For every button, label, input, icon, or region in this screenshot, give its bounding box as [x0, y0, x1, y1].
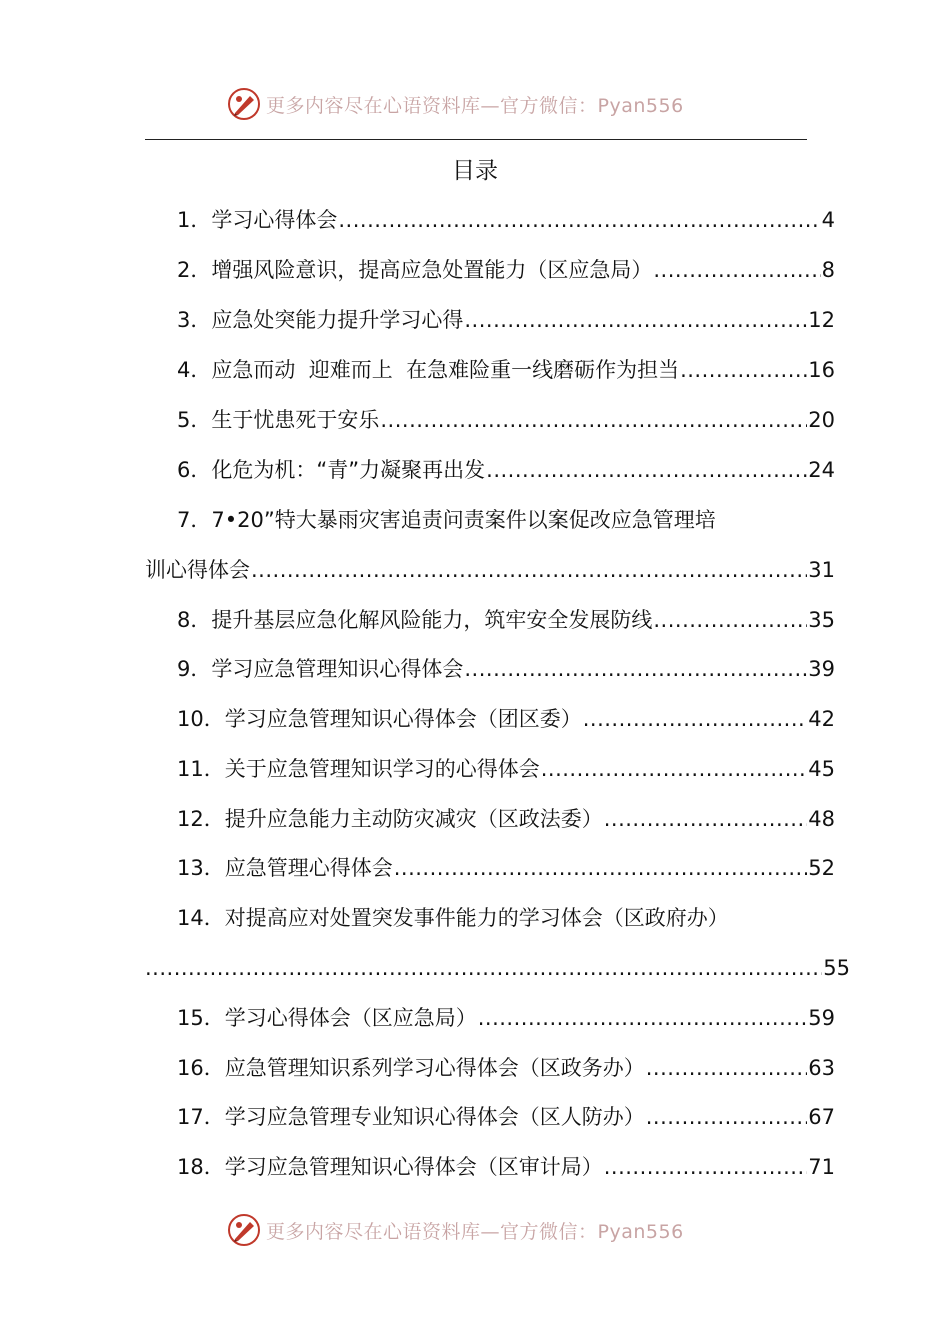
toc-entry-number: 4．	[177, 358, 212, 382]
toc-entry-number: 7．	[177, 508, 212, 532]
dot-leader	[646, 1100, 808, 1134]
toc-entry-page: 31	[808, 558, 835, 582]
toc-entry-number: 6．	[177, 458, 212, 482]
toc-entry-number: 12．	[177, 807, 225, 831]
toc-entry-number: 14．	[177, 906, 225, 930]
toc-entry[interactable]	[145, 203, 835, 253]
toc-entry[interactable]	[145, 652, 835, 702]
toc-entry[interactable]	[145, 403, 835, 453]
toc-entry[interactable]	[145, 851, 835, 901]
footer-watermark	[0, 1210, 950, 1250]
dot-leader	[541, 752, 808, 786]
toc-entry-page: 20	[808, 408, 835, 432]
watermark-label: 更多内容尽在心语资料库—官方微信：	[266, 95, 598, 117]
watermark-label: 更多内容尽在心语资料库—官方微信：	[266, 1221, 598, 1243]
toc-entry[interactable]	[145, 1150, 835, 1200]
toc-entry-title: 应急而动 迎难而上 在急难险重一线磨砺作为担当	[211, 358, 680, 382]
toc-entry-page: 52	[808, 856, 835, 880]
toc-entry[interactable]	[145, 453, 835, 503]
toc-entry-number: 15．	[177, 1006, 225, 1030]
toc-entry-title: 对提高应对处置突发事件能力的学习体会（区政府办）	[224, 906, 729, 930]
dot-leader	[380, 403, 807, 437]
toc-entry-title: 提升应急能力主动防灾减灾（区政法委）	[224, 807, 603, 831]
toc-entry-page: 35	[808, 608, 835, 632]
toc-entry-title: 学习心得体会（区应急局）	[224, 1006, 477, 1030]
watermark-text	[266, 1217, 684, 1244]
toc-entry-number: 8．	[177, 608, 212, 632]
toc-entry-page: 48	[808, 807, 835, 831]
toc-entry-number: 11．	[177, 757, 225, 781]
toc-entry[interactable]	[145, 1051, 835, 1101]
toc-entry-number: 17．	[177, 1105, 225, 1129]
toc-entry[interactable]	[145, 1001, 835, 1051]
dot-leader	[394, 851, 808, 885]
dot-leader	[653, 253, 820, 287]
toc-entry[interactable]	[145, 503, 835, 603]
toc-entry[interactable]	[145, 253, 835, 303]
toc-entry-title: 学习应急管理专业知识心得体会（区人防办）	[224, 1105, 645, 1129]
toc-entry-title: 应急管理知识系列学习心得体会（区政务办）	[224, 1056, 645, 1080]
dot-leader	[145, 951, 822, 985]
toc-entry-number: 5．	[177, 408, 212, 432]
toc-entry[interactable]	[145, 802, 835, 852]
watermark-id: Pyan556	[597, 95, 684, 117]
dot-leader	[251, 553, 807, 587]
toc-entry-title: 7•20”特大暴雨灾害追责问责案件以案促改应急管理培	[211, 508, 716, 532]
dot-leader	[486, 453, 807, 487]
toc-entry[interactable]	[145, 603, 835, 653]
toc-entry-title-continued: 训心得体会	[145, 558, 250, 582]
toc-entry-number: 13．	[177, 856, 225, 880]
toc-entry-page: 71	[808, 1155, 835, 1179]
toc-entry-title: 应急管理心得体会	[224, 856, 393, 880]
toc-entry-title: 应急处突能力提升学习心得	[211, 308, 464, 332]
toc-entry-page: 45	[808, 757, 835, 781]
toc-entry-title: 学习心得体会	[211, 208, 338, 232]
dot-leader	[653, 603, 807, 637]
toc-entry[interactable]	[145, 353, 835, 403]
dot-leader	[583, 702, 808, 736]
toc-entry-title: 化危为机：“青”力凝聚再出发	[211, 458, 486, 482]
toc-entry-number: 1．	[177, 208, 212, 232]
header-rule	[145, 139, 807, 140]
header-watermark	[0, 84, 950, 124]
dot-leader	[604, 802, 808, 836]
pen-nib-logo-icon	[226, 1212, 262, 1248]
toc-entry-page: 63	[808, 1056, 835, 1080]
toc-entry-number: 3．	[177, 308, 212, 332]
toc-entry-page: 67	[808, 1105, 835, 1129]
toc-entry-page: 24	[808, 458, 835, 482]
toc-entry-number: 16．	[177, 1056, 225, 1080]
toc-entry-number: 9．	[177, 657, 212, 681]
toc-entry[interactable]	[145, 303, 835, 353]
dot-leader	[464, 652, 807, 686]
dot-leader	[464, 303, 807, 337]
toc-entry-number: 18．	[177, 1155, 225, 1179]
toc-entry-title: 学习应急管理知识心得体会（区审计局）	[224, 1155, 603, 1179]
toc-entry-page: 8	[821, 258, 835, 282]
toc-entry[interactable]	[145, 901, 850, 1001]
toc-entry-title: 生于忧患死于安乐	[211, 408, 380, 432]
pen-nib-logo-icon	[226, 86, 262, 122]
dot-leader	[680, 353, 807, 387]
toc-entry-title: 提升基层应急化解风险能力，筑牢安全发展防线	[211, 608, 653, 632]
toc-entry-page: 12	[808, 308, 835, 332]
toc-entry[interactable]	[145, 1100, 835, 1150]
toc-entry-page: 42	[808, 707, 835, 731]
dot-leader	[478, 1001, 808, 1035]
toc-entry-title: 关于应急管理知识学习的心得体会	[224, 757, 540, 781]
toc-entry-page: 4	[821, 208, 835, 232]
toc-entry-number: 2．	[177, 258, 212, 282]
toc-entry-page: 39	[808, 657, 835, 681]
dot-leader	[604, 1150, 808, 1184]
toc-entry[interactable]	[145, 702, 835, 752]
toc-entry-page: 59	[808, 1006, 835, 1030]
toc-entry-number: 10．	[177, 707, 225, 731]
toc-title: 目录	[452, 158, 498, 184]
toc-entry-page: 55	[823, 956, 850, 980]
watermark-text	[266, 91, 684, 118]
toc-entry-title: 学习应急管理知识心得体会	[211, 657, 464, 681]
watermark-id: Pyan556	[597, 1221, 684, 1243]
toc-entry-page: 16	[808, 358, 835, 382]
toc-entry-title: 增强风险意识，提高应急处置能力（区应急局）	[211, 258, 653, 282]
toc-entry[interactable]	[145, 752, 835, 802]
dot-leader	[646, 1051, 808, 1085]
dot-leader	[338, 203, 820, 237]
toc-entry-title: 学习应急管理知识心得体会（团区委）	[224, 707, 582, 731]
